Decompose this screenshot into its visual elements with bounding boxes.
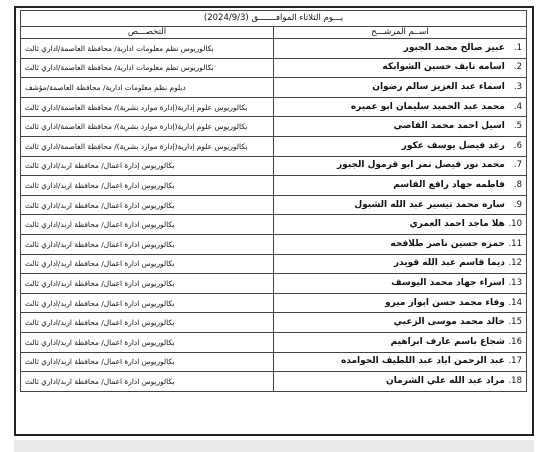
candidate-name: اسراء جهاد محمد اليوسف: [391, 277, 505, 288]
specialization-cell: [21, 293, 274, 313]
candidate-cell: [274, 156, 527, 176]
candidate-cell: [274, 274, 527, 294]
table-row: [21, 274, 527, 294]
specialization-text: بكالوريوس نظم معلومات ادارية/ محافظة العاصمة/اداري ثالث: [25, 63, 214, 73]
specialization-cell: [21, 78, 274, 98]
table-row: [21, 78, 527, 98]
row-number: 17.: [508, 356, 522, 367]
table-row: [21, 176, 527, 196]
candidate-cell: [274, 136, 527, 156]
candidate-cell: [274, 195, 527, 215]
table-row: [21, 156, 527, 176]
specialization-cell: [21, 254, 274, 274]
specialization-cell: [21, 97, 274, 117]
specialization-cell: [21, 234, 274, 254]
candidate-name: فاطمه جهاد رافع القاسم: [393, 179, 505, 190]
candidate-name: رغد فيصل يوسف عكور: [401, 140, 505, 151]
table-row: [21, 234, 527, 254]
row-number: 7.: [513, 160, 522, 171]
specialization-column-header: التخصـــص: [21, 27, 274, 39]
specialization-cell: [21, 332, 274, 352]
header-row: [21, 27, 527, 39]
candidate-name: اسماء عبد العزيز سالم رضوان: [372, 81, 505, 92]
candidate-name: ساره محمد تيسير عبد الله الشبول: [354, 199, 505, 210]
specialization-cell: [21, 313, 274, 333]
row-number: 9.: [513, 199, 522, 210]
table-row: [21, 372, 527, 392]
specialization-text: بكالوريوس ادارة اعمال/ محافظة اربد/اداري ثالث: [25, 337, 175, 347]
specialization-text: بكالوريوس ادارة اعمال/ محافظة اربد/اداري ثالث: [25, 376, 175, 386]
specialization-text: بكالوريوس ادارة اعمال/ محافظة اربد/اداري ثالث: [25, 357, 175, 367]
specialization-cell: [21, 58, 274, 78]
specialization-text: بكالوريوس علوم إدارية(إدارة موارد بشرية)/ محافظة العاصمة/اداري ثالث: [25, 122, 248, 132]
row-number: 16.: [508, 336, 522, 347]
row-number: 6.: [513, 140, 522, 151]
table-title: يـــوم الثلاثاء الموافـــــــق (2024/9/3): [21, 11, 527, 27]
row-number: 10.: [508, 219, 522, 230]
row-number: 14.: [508, 297, 522, 308]
candidate-name: مراد عبد الله علي الشرمان: [386, 375, 505, 386]
specialization-cell: [21, 195, 274, 215]
row-number: 3.: [513, 81, 522, 92]
candidate-cell: [274, 117, 527, 137]
specialization-text: بكالوريوس ادارة اعمال/ محافظة اربد/اداري ثالث: [25, 318, 175, 328]
candidate-name: اسامه نايف حسين الشوابكه: [382, 62, 505, 73]
specialization-cell: [21, 156, 274, 176]
specialization-cell: [21, 136, 274, 156]
row-number: 1.: [513, 42, 522, 53]
specialization-text: بكالوريوس ادارة اعمال/ محافظة اربد/اداري ثالث: [25, 220, 175, 230]
candidate-cell: [274, 58, 527, 78]
specialization-text: بكالوريوس علوم إدارية(إدارة موارد بشرية)/ محافظة العاصمة/اداري ثالث: [25, 141, 248, 151]
specialization-text: بكالوريوس ادارة اعمال/ محافظة اربد/اداري ثالث: [25, 180, 175, 190]
table-row: [21, 293, 527, 313]
row-number: 13.: [508, 277, 522, 288]
candidates-table: [20, 10, 527, 392]
table-body: [21, 39, 527, 392]
candidate-name: خالد محمد موسى الزعبي: [393, 317, 505, 328]
table-row: [21, 215, 527, 235]
table-row: [21, 97, 527, 117]
candidate-name: هلا ماجد احمد العمري: [409, 219, 505, 230]
specialization-text: دبلوم نظم معلومات ادارية/ محافظة العاصمة/مؤشف: [25, 82, 186, 92]
page-bottom-edge: [14, 440, 534, 452]
specialization-text: بكالوريوس ادارة اعمال/ محافظة اربد/اداري ثالث: [25, 239, 175, 249]
table-row: [21, 352, 527, 372]
row-number: 2.: [513, 62, 522, 73]
specialization-cell: [21, 372, 274, 392]
row-number: 4.: [513, 101, 522, 112]
candidate-cell: [274, 215, 527, 235]
candidate-name: ديما قاسم عبد الله قويدر: [393, 258, 505, 269]
candidate-name: عبد الرحمن اياد عبد اللطيف الحوامده: [340, 356, 505, 367]
candidate-cell: [274, 372, 527, 392]
specialization-cell: [21, 176, 274, 196]
specialization-text: بكالوريوس علوم إدارية(إدارة موارد بشرية)/ محافظة العاصمة/اداري ثالث: [25, 102, 248, 112]
candidate-cell: [274, 254, 527, 274]
candidate-cell: [274, 332, 527, 352]
table-row: [21, 313, 527, 333]
candidate-cell: [274, 234, 527, 254]
candidate-cell: [274, 293, 527, 313]
candidate-cell: [274, 39, 527, 59]
table-row: [21, 58, 527, 78]
candidate-cell: [274, 97, 527, 117]
specialization-text: بكالوريوس ادارة اعمال/ محافظة اربد/اداري ثالث: [25, 259, 175, 269]
specialization-text: بكالوريوس إدارة اعمال/ محافظة اربد/اداري ثالث: [25, 161, 175, 171]
row-number: 5.: [513, 121, 522, 132]
candidate-column-header: اســم المرشـــح: [274, 27, 527, 39]
candidate-name: محمد نور فيصل نمر ابو قرمول الجبور: [337, 160, 505, 171]
candidate-name: حمزه حسين ناصر طلافحه: [390, 238, 505, 249]
specialization-text: بكالوريوس ادارة اعمال/ محافظة اربد/اداري ثالث: [25, 278, 175, 288]
candidate-cell: [274, 313, 527, 333]
row-number: 12.: [508, 258, 522, 269]
candidate-name: شجاع باسم عارف ابراهيم: [390, 336, 505, 347]
candidate-cell: [274, 176, 527, 196]
table-row: [21, 117, 527, 137]
row-number: 8.: [513, 179, 522, 190]
candidate-cell: [274, 352, 527, 372]
specialization-text: بكالوريوس نظم معلومات ادارية/ محافظة العاصمة/اداري ثالث: [25, 43, 214, 53]
table-row: [21, 332, 527, 352]
specialization-cell: [21, 352, 274, 372]
specialization-text: بكالوريوس ادارة اعمال/ محافظة اربد/اداري ثالث: [25, 200, 175, 210]
specialization-text: بكالوريوس ادارة اعمال/ محافظة اربد/اداري ثالث: [25, 298, 175, 308]
candidate-name: وفاء محمد حسن ابواز ميرو: [385, 297, 505, 308]
specialization-cell: [21, 117, 274, 137]
specialization-cell: [21, 274, 274, 294]
table-row: [21, 136, 527, 156]
row-number: 15.: [508, 317, 522, 328]
candidate-cell: [274, 78, 527, 98]
candidate-name: محمد عبد الحميد سليمان ابو عميره: [350, 101, 505, 112]
table-row: [21, 195, 527, 215]
specialization-cell: [21, 215, 274, 235]
candidate-name: عبير صالح محمد الجبور: [403, 42, 505, 53]
specialization-cell: [21, 39, 274, 59]
row-number: 11.: [508, 238, 522, 249]
candidate-name: اسيل احمد محمد القاضي: [393, 121, 505, 132]
table-row: [21, 254, 527, 274]
table-row: [21, 39, 527, 59]
row-number: 18.: [508, 375, 522, 386]
